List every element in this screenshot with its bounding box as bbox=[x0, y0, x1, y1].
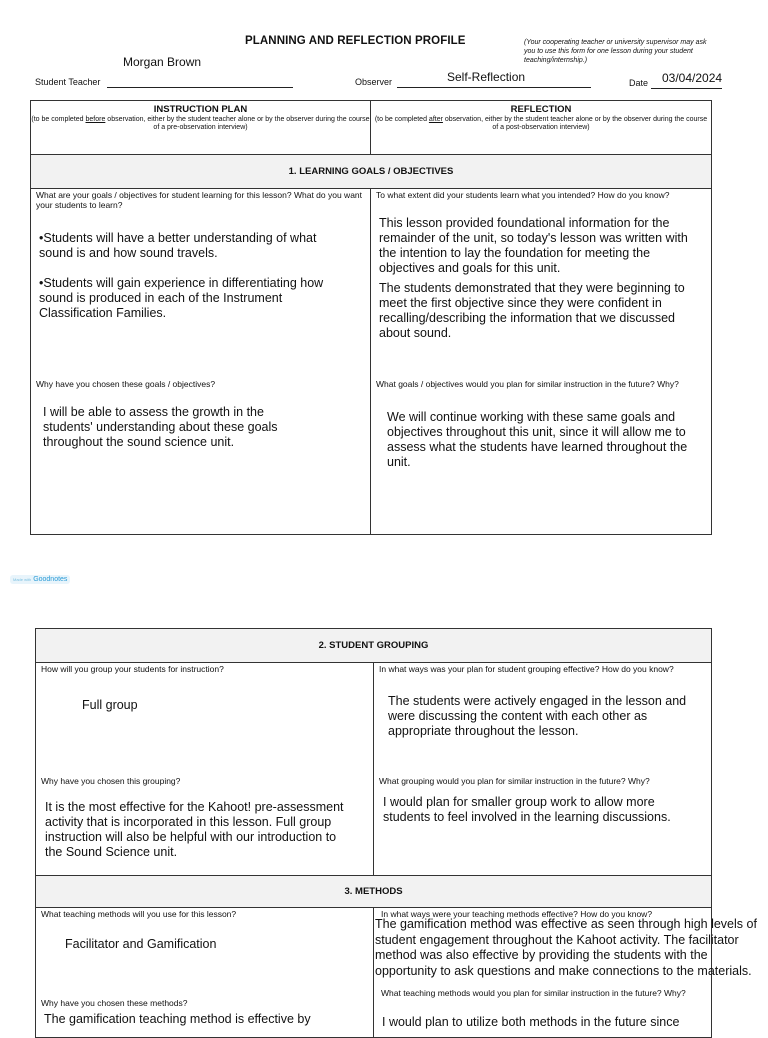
reflection-title: REFLECTION bbox=[510, 104, 572, 115]
student-teacher-label: Student Teacher bbox=[35, 77, 101, 87]
methods-q1: What teaching methods will you use for this lesson? bbox=[41, 909, 237, 919]
methods-a3: The gamification teaching method is effective by bbox=[44, 1012, 311, 1026]
goals-a2-p1: This lesson provided foundational information for the remainder of the unit, so today's lesson was written with the intention to lay the foundation for meeting the objectives and goals for this unit. bbox=[379, 216, 688, 275]
goals-reflection-cell bbox=[371, 189, 712, 535]
observer-label: Observer bbox=[355, 77, 393, 87]
reflection-sub-em: after bbox=[428, 116, 443, 123]
grouping-a3: It is the most effective for the Kahoot! pre-assessment activity that is incorporated in this lesson. Full group instruction will also be helpful with our introduction to the Sound Science unit. bbox=[45, 800, 344, 859]
goals-section-heading: 1. LEARNING GOALS / OBJECTIVES bbox=[31, 155, 712, 189]
observer-line bbox=[397, 87, 591, 88]
goals-a4: We will continue working with these same goals and objectives throughout this unit, since it will allow me to assess what the students have learned throughout the unit. bbox=[387, 410, 688, 469]
grouping-q4: What grouping would you plan for similar instruction in the future? Why? bbox=[379, 776, 650, 786]
observer-value: Self-Reflection bbox=[447, 70, 526, 84]
grouping-section-heading: 2. STUDENT GROUPING bbox=[36, 629, 712, 663]
grouping-plan-cell bbox=[36, 663, 374, 876]
methods-q4: What teaching methods would you plan for similar instruction in the future? Why? bbox=[381, 988, 686, 998]
date-value: 03/04/2024 bbox=[662, 71, 723, 85]
goals-a2-p2: The students demonstrated that they were beginning to meet the first objective since they were confident in recalling/describing the information that we discussed about sound. bbox=[379, 281, 685, 340]
grouping-reflection-cell bbox=[374, 663, 712, 876]
grouping-a1: Full group bbox=[82, 698, 138, 712]
instruction-sub-pre: (to be completed bbox=[31, 116, 86, 123]
student-teacher-line bbox=[107, 87, 293, 88]
reflection-header bbox=[371, 101, 712, 155]
goals-q1: What are your goals / objectives for student learning for this lesson? What do you want your students to learn? bbox=[36, 190, 363, 210]
reflection-sub-post: observation, either by the student teacher alone or by the observer during the course of a post-observation interview) bbox=[442, 116, 708, 131]
instruction-sub-em: before bbox=[85, 116, 106, 123]
methods-plan-cell bbox=[36, 908, 374, 1038]
goodnotes-watermark bbox=[10, 575, 70, 584]
form-title: PLANNING AND REFLECTION PROFILE bbox=[245, 35, 466, 47]
methods-section-heading: 3. METHODS bbox=[36, 876, 712, 908]
methods-q2: In what ways were your teaching methods effective? How do you know? bbox=[381, 909, 653, 919]
date-label: Date bbox=[629, 78, 649, 88]
reflection-sub-pre: (to be completed bbox=[374, 116, 429, 123]
methods-a4: I would plan to utilize both methods in the future since bbox=[382, 1015, 680, 1029]
grouping-q2: In what ways was your plan for student grouping effective? How do you know? bbox=[379, 664, 674, 674]
methods-a1: Facilitator and Gamification bbox=[65, 937, 217, 951]
goals-a1-p2: •Students will gain experience in differentiating how sound is produced in each of the Instrument Classification Families. bbox=[39, 276, 324, 320]
watermark-prefix: Made with bbox=[13, 577, 32, 582]
goals-table bbox=[30, 100, 712, 535]
grouping-q1: How will you group your students for instruction? bbox=[41, 664, 224, 674]
goals-q3: Why have you chosen these goals / objectives? bbox=[36, 379, 216, 389]
methods-a2: The gamification method was effective as seen through high levels of student engagement throughout the Kahoot activity. The facilitator method was also effective by providing the students with the opportunity to ask questions and make connections to the materials. bbox=[375, 917, 757, 978]
instruction-plan-title: INSTRUCTION PLAN bbox=[153, 104, 248, 115]
grouping-a2: The students were actively engaged in the lesson and were discussing the content with each other as appropriate throughout the lesson. bbox=[388, 694, 687, 738]
instruction-plan-header bbox=[31, 101, 371, 155]
form-note: (Your cooperating teacher or university supervisor may ask you to use this form for one lesson during your student teaching/internship.) bbox=[524, 39, 707, 64]
goals-q2: To what extent did your students learn what you intended? How do you know? bbox=[376, 190, 670, 200]
date-line bbox=[651, 88, 722, 89]
grouping-q3: Why have you chosen this grouping? bbox=[41, 776, 181, 786]
goals-a1-p1: •Students will have a better understanding of what sound is and how sound travels. bbox=[39, 231, 317, 260]
instruction-sub-post: observation, either by the student teacher alone or by the observer during the course of a pre-observation interview) bbox=[105, 116, 370, 131]
goals-q4: What goals / objectives would you plan for similar instruction in the future? Why? bbox=[376, 379, 679, 389]
grouping-a4: I would plan for smaller group work to allow more students to feel involved in the learning discussions. bbox=[383, 795, 671, 824]
watermark-brand: Goodnotes bbox=[33, 576, 68, 583]
methods-q3: Why have you chosen these methods? bbox=[41, 998, 188, 1008]
student-teacher-value: Morgan Brown bbox=[123, 55, 202, 69]
goals-a3: I will be able to assess the growth in the students' understanding about these goals throughout the sound science unit. bbox=[43, 405, 278, 449]
goals-plan-cell bbox=[31, 189, 371, 535]
